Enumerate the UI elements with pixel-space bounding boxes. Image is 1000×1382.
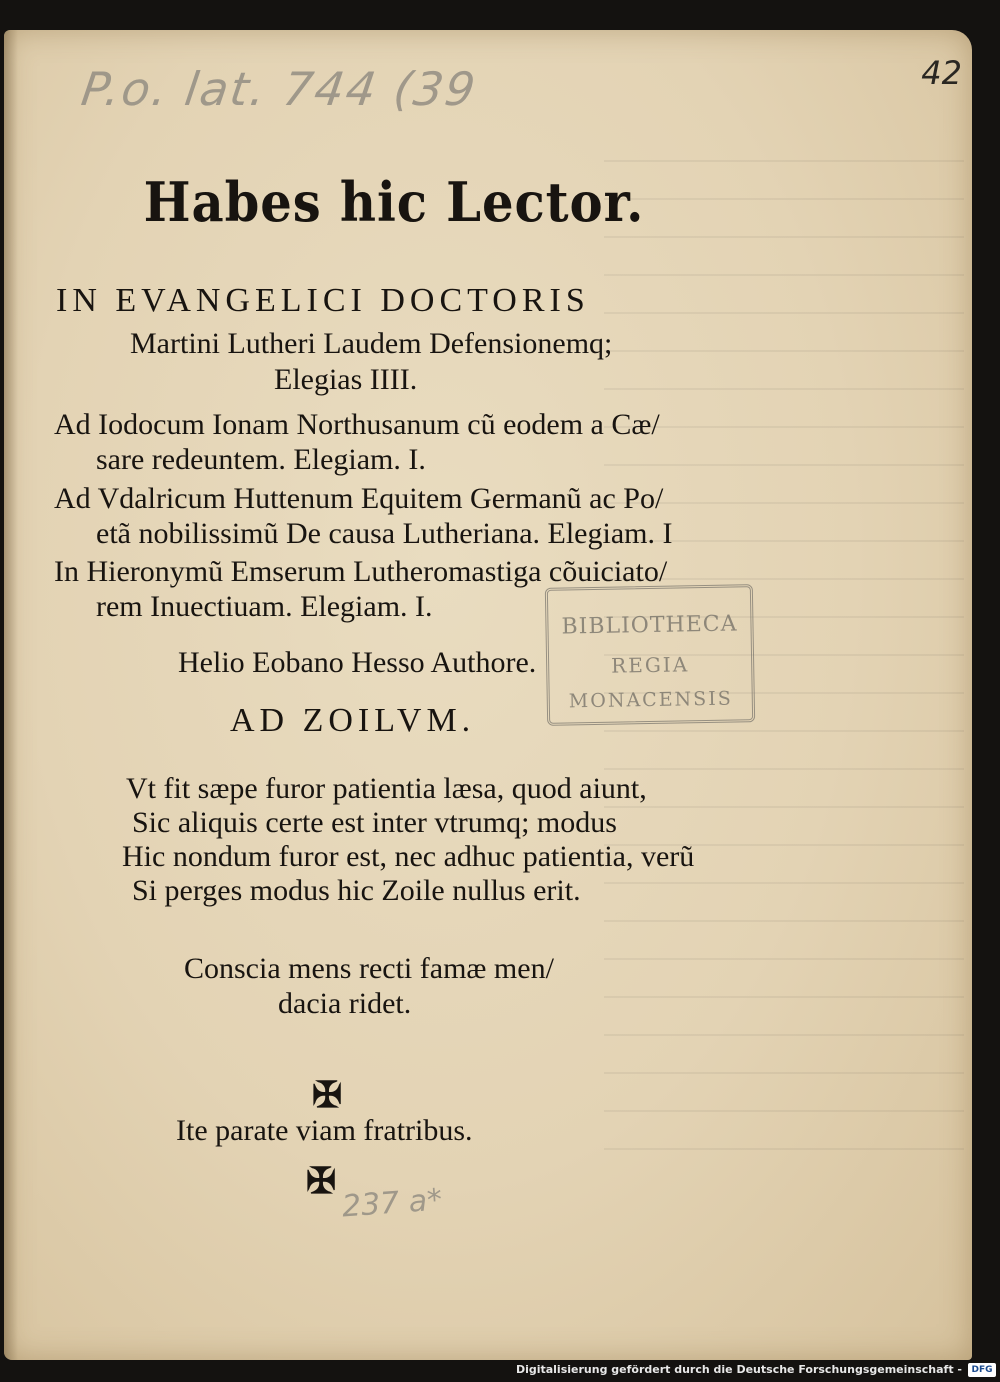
motto-line-2: dacia ridet.	[278, 987, 412, 1020]
cross-ornament-icon: ✠	[312, 1075, 343, 1115]
scanned-page	[4, 30, 972, 1360]
entry-3-line-2: rem Inuectiuam. Elegiam. I.	[96, 590, 433, 623]
shelfmark-annotation: P.o. lat. 744 (39	[78, 62, 481, 116]
stamp-line-1: BIBLIOTHECA	[561, 611, 738, 640]
dfg-logo[interactable]: DFG	[968, 1363, 996, 1377]
entry-1-line-1: Ad Iodocum Ionam Northusanum cũ eodem a Cæ/	[54, 408, 660, 441]
author-line: Helio Eobano Hesso Authore.	[178, 646, 537, 679]
heading-line-3: Elegias IIII.	[274, 363, 418, 396]
entry-1-line-2: sare redeuntem. Elegiam. I.	[96, 443, 426, 476]
verse-line: Si perges modus hic Zoile nullus erit.	[132, 874, 581, 907]
subheading: AD ZOILVM.	[230, 702, 476, 739]
stamp-line-2: REGIA	[610, 652, 690, 678]
motto-line-1: Conscia mens recti famæ men/	[184, 952, 554, 985]
entry-2-line-2: etã nobilissimũ De causa Lutheriana. Elegiam. I	[96, 517, 673, 550]
heading-line-1: IN EVANGELICI DOCTORIS	[56, 282, 590, 319]
verse-line: Hic nondum furor est, nec adhuc patientia, verũ	[122, 840, 695, 873]
verse-line: Sic aliquis certe est inter vtrumq; modus	[132, 806, 617, 839]
cross-ornament-icon: ✠	[306, 1161, 337, 1201]
inventory-number: 237 a*	[340, 1182, 444, 1225]
verse-line: Vt fit sæpe furor patientia læsa, quod aiunt,	[126, 772, 647, 805]
closing-line: Ite parate viam fratribus.	[176, 1114, 473, 1147]
funding-note: Digitalisierung gefördert durch die Deutsche Forschungsgemeinschaft -	[515, 1363, 962, 1376]
heading-line-2: Martini Lutheri Laudem Defensionemq;	[130, 327, 613, 360]
folio-number: 42	[921, 54, 962, 92]
stamp-line-3: MONACENSIS	[568, 687, 733, 713]
entry-3-line-1: In Hieronymũ Emserum Lutheromastiga cõuiciato/	[54, 555, 668, 588]
entry-2-line-1: Ad Vdalricum Huttenum Equitem Germanũ ac Po/	[54, 482, 664, 515]
library-stamp	[545, 584, 755, 726]
page-title: Habes hic Lector.	[143, 170, 645, 234]
